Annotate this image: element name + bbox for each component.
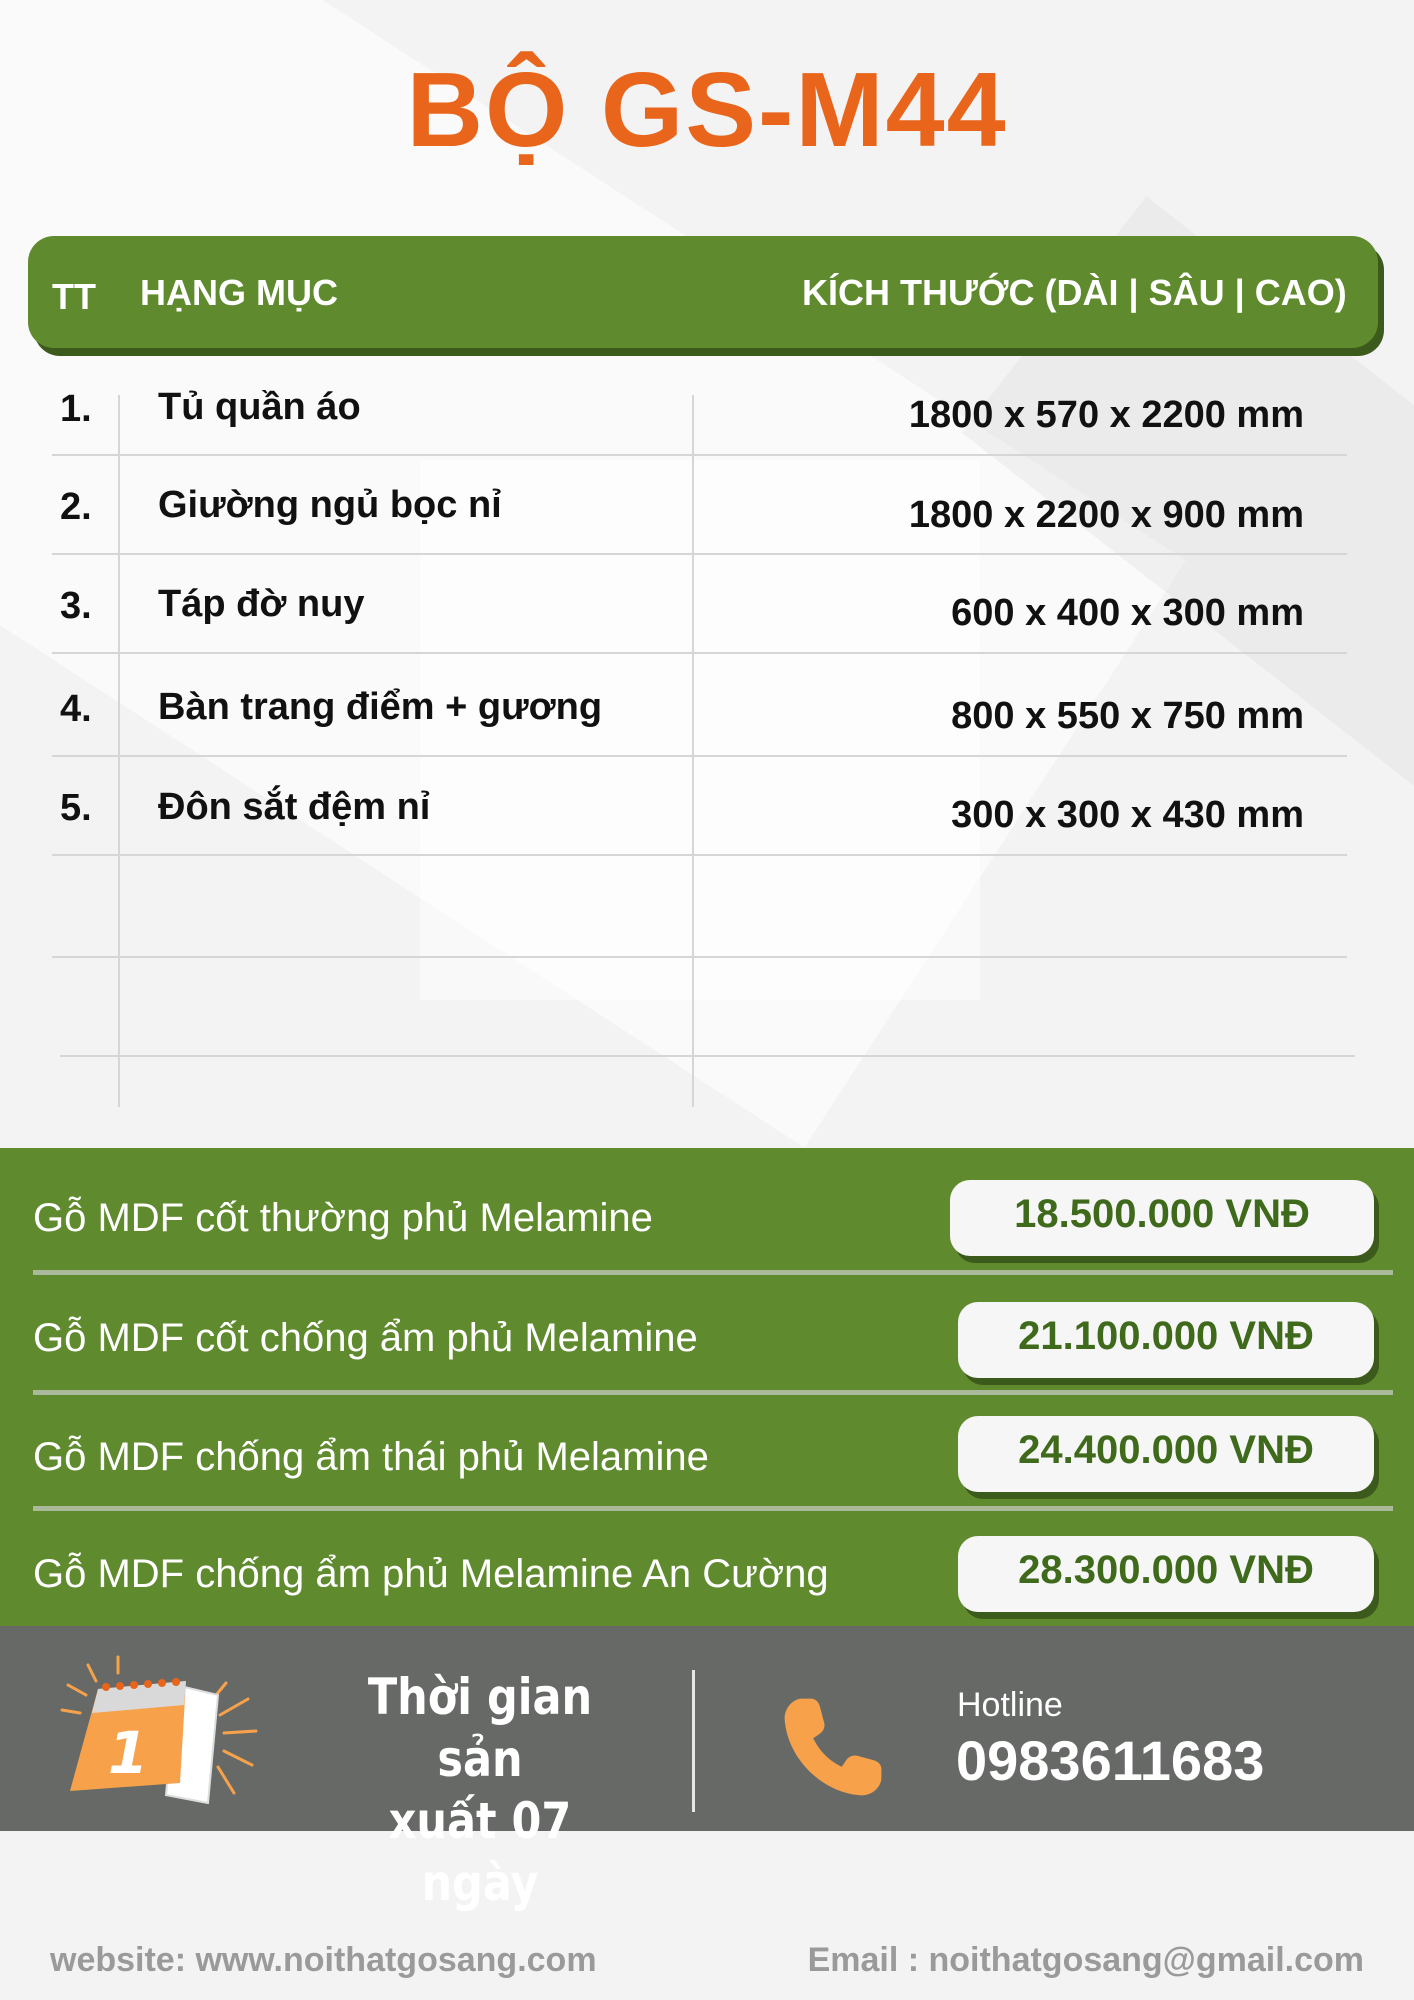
hotline-number[interactable]: 0983611683 xyxy=(956,1729,1265,1792)
row-number: 5. xyxy=(60,787,92,829)
price-badge: 24.400.000 VNĐ xyxy=(958,1416,1374,1492)
divider xyxy=(692,1670,695,1812)
row-number: 1. xyxy=(60,388,92,430)
header-size: KÍCH THƯỚC (DÀI | SÂU | CAO) xyxy=(802,272,1347,313)
divider xyxy=(33,1270,1393,1275)
row-size: 600 x 400 x 300 mm xyxy=(951,592,1304,634)
row-number: 2. xyxy=(60,486,92,528)
row-size: 800 x 550 x 750 mm xyxy=(951,695,1304,737)
row-number: 4. xyxy=(60,688,92,730)
row-item-name: Táp đờ nuy xyxy=(158,583,365,625)
price-section xyxy=(0,1148,1414,1626)
hotline-label: Hotline xyxy=(957,1686,1063,1724)
footer-website[interactable]: website: www.noithatgosang.com xyxy=(50,1941,597,1979)
row-item-name: Đôn sắt đệm nỉ xyxy=(158,786,431,828)
calendar-icon xyxy=(58,1655,258,1805)
price-badge: 21.100.000 VNĐ xyxy=(958,1302,1374,1378)
row-item-name: Giường ngủ bọc nỉ xyxy=(158,484,502,526)
row-item-name: Bàn trang điểm + gương xyxy=(158,686,603,728)
row-item-name: Tủ quần áo xyxy=(158,386,361,428)
row-size: 1800 x 2200 x 900 mm xyxy=(908,494,1304,536)
price-option-label: Gỗ MDF cốt thường phủ Melamine xyxy=(33,1196,653,1240)
row-size: 300 x 300 x 430 mm xyxy=(951,794,1304,836)
price-option-label: Gỗ MDF chống ẩm thái phủ Melamine xyxy=(33,1435,709,1479)
header-tt: TT xyxy=(52,276,96,317)
footer-email[interactable]: Email : noithatgosang@gmail.com xyxy=(807,1941,1364,1979)
header-item: HẠNG MỤC xyxy=(140,272,338,313)
price-option-label: Gỗ MDF cốt chống ẩm phủ Melamine xyxy=(33,1316,698,1360)
price-badge: 18.500.000 VNĐ xyxy=(950,1180,1374,1256)
row-size: 1800 x 570 x 2200 mm xyxy=(908,394,1304,436)
calendar-digit: 1 xyxy=(107,1719,149,1787)
price-badge: 28.300.000 VNĐ xyxy=(958,1536,1374,1612)
phone-icon[interactable] xyxy=(778,1692,888,1802)
production-time-line2: xuất 07 ngày xyxy=(388,1792,572,1912)
row-number: 3. xyxy=(60,585,92,627)
divider xyxy=(33,1506,1393,1511)
production-time xyxy=(325,1666,635,1914)
production-time-line1: Thời gian sản xyxy=(367,1668,593,1788)
page-title: BỘ GS-M44 xyxy=(406,51,1008,169)
price-option-label: Gỗ MDF chống ẩm phủ Melamine An Cường xyxy=(33,1552,829,1596)
divider xyxy=(33,1390,1393,1395)
